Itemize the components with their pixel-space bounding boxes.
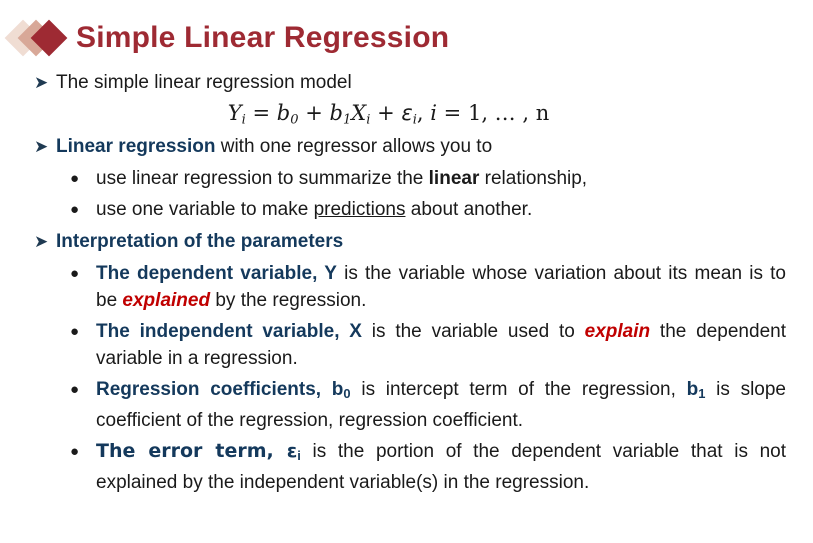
- bullet-level2-summarize: [22, 165, 795, 192]
- formula-epsilon: ε: [401, 101, 413, 125]
- dot-bullet-icon: ●: [70, 169, 80, 187]
- formula-b0-sub: 0: [290, 112, 299, 128]
- text-lead: The error term, ε: [96, 439, 298, 462]
- bullet-text: [56, 228, 343, 256]
- dot-bullet-icon: ●: [70, 200, 80, 218]
- bullet-text: [56, 133, 492, 161]
- text-post: relationship,: [479, 167, 588, 189]
- text-emphasis: explained: [122, 289, 211, 311]
- dot-bullet-icon: ●: [70, 380, 80, 398]
- text-tail: the dependent variable in a regression.: [96, 320, 786, 369]
- formula-eq-2: =: [443, 101, 462, 125]
- bullet-text: [96, 260, 786, 314]
- text-pre: use one variable to make: [96, 198, 314, 220]
- formula-comma: ,: [416, 101, 424, 125]
- text-lead: The independent variable, X: [96, 320, 362, 342]
- text-bold: linear: [428, 167, 480, 189]
- text-pre: use linear regression to summarize the: [96, 167, 429, 189]
- formula-b1-sub: 1: [342, 112, 352, 128]
- slide-body: [0, 58, 813, 496]
- bullet-text: [96, 196, 532, 223]
- formula-plus-2: +: [377, 101, 395, 125]
- arrow-bullet-icon: ➤: [34, 73, 49, 92]
- text-emphasis-bold-sub: 1: [698, 385, 706, 401]
- text-mid: is the variable whose variation about its mean is to be: [96, 262, 786, 311]
- text-lead: The dependent variable, Y: [96, 262, 337, 284]
- diamonds-icon: [10, 18, 68, 58]
- bullet-level1-linear-regression: [22, 133, 795, 161]
- dot-bullet-icon: ●: [70, 442, 80, 460]
- arrow-bullet-icon: ➤: [34, 231, 49, 251]
- regression-formula: [22, 101, 795, 128]
- text-tail: by the regression.: [210, 289, 367, 311]
- bullet-rest: with one regressor allows you to: [215, 135, 493, 157]
- text-emphasis: explain: [584, 320, 651, 342]
- bullet-text: [96, 438, 786, 496]
- bullet-text: [96, 318, 786, 372]
- text-mid: is the portion of the dependent variable that is not explained by the independent variable(s) in the regression.: [96, 440, 786, 494]
- text-underlined: predictions: [313, 198, 406, 220]
- text-mid: is the variable used to: [361, 320, 585, 342]
- bullet-lead-bold: Linear regression: [56, 135, 216, 157]
- bullet-lead-bold: Interpretation of the parameters: [56, 230, 344, 252]
- formula-b1: b: [329, 101, 343, 125]
- bullet-level1-interpretation: [22, 228, 795, 256]
- page-title: Simple Linear Regression: [76, 21, 450, 54]
- formula-b0: b: [276, 101, 291, 125]
- formula-eq: =: [252, 101, 271, 125]
- text-lead-sub: i: [297, 448, 301, 464]
- formula-index: i: [430, 101, 437, 125]
- bullet-level2-regression-coefficients: [22, 376, 795, 434]
- slide-title-row: [0, 0, 813, 58]
- dot-bullet-icon: ●: [70, 322, 80, 340]
- bullet-text: The simple linear regression model: [56, 72, 352, 93]
- formula-plus-1: +: [305, 101, 323, 125]
- text-lead: Regression coefficients, b: [96, 378, 344, 400]
- bullet-level2-predictions: [22, 196, 795, 223]
- dot-bullet-icon: ●: [70, 264, 80, 282]
- text-tail: is slope coefficient of the regression, regression coefficient.: [96, 378, 787, 431]
- text-emphasis-bold: b: [686, 378, 699, 400]
- formula-lhs-sub: i: [241, 112, 246, 128]
- bullet-text: [96, 165, 587, 192]
- text-post: about another.: [405, 198, 533, 220]
- formula-lhs: Y: [227, 101, 242, 125]
- text-mid: is intercept term of the regression,: [350, 378, 687, 400]
- bullet-level1-model: [22, 69, 795, 97]
- formula-epsilon-sub: i: [412, 112, 417, 128]
- bullet-level2-dependent-variable: [22, 260, 795, 314]
- bullet-text: [96, 376, 786, 434]
- arrow-bullet-icon: ➤: [34, 136, 49, 156]
- text-lead-sub: 0: [343, 385, 351, 401]
- bullet-level2-independent-variable: [22, 318, 795, 372]
- formula-x: X: [351, 101, 367, 125]
- formula-range: 1, … , n: [467, 101, 550, 125]
- bullet-level2-error-term: [22, 438, 795, 496]
- formula-x-sub: i: [366, 112, 371, 128]
